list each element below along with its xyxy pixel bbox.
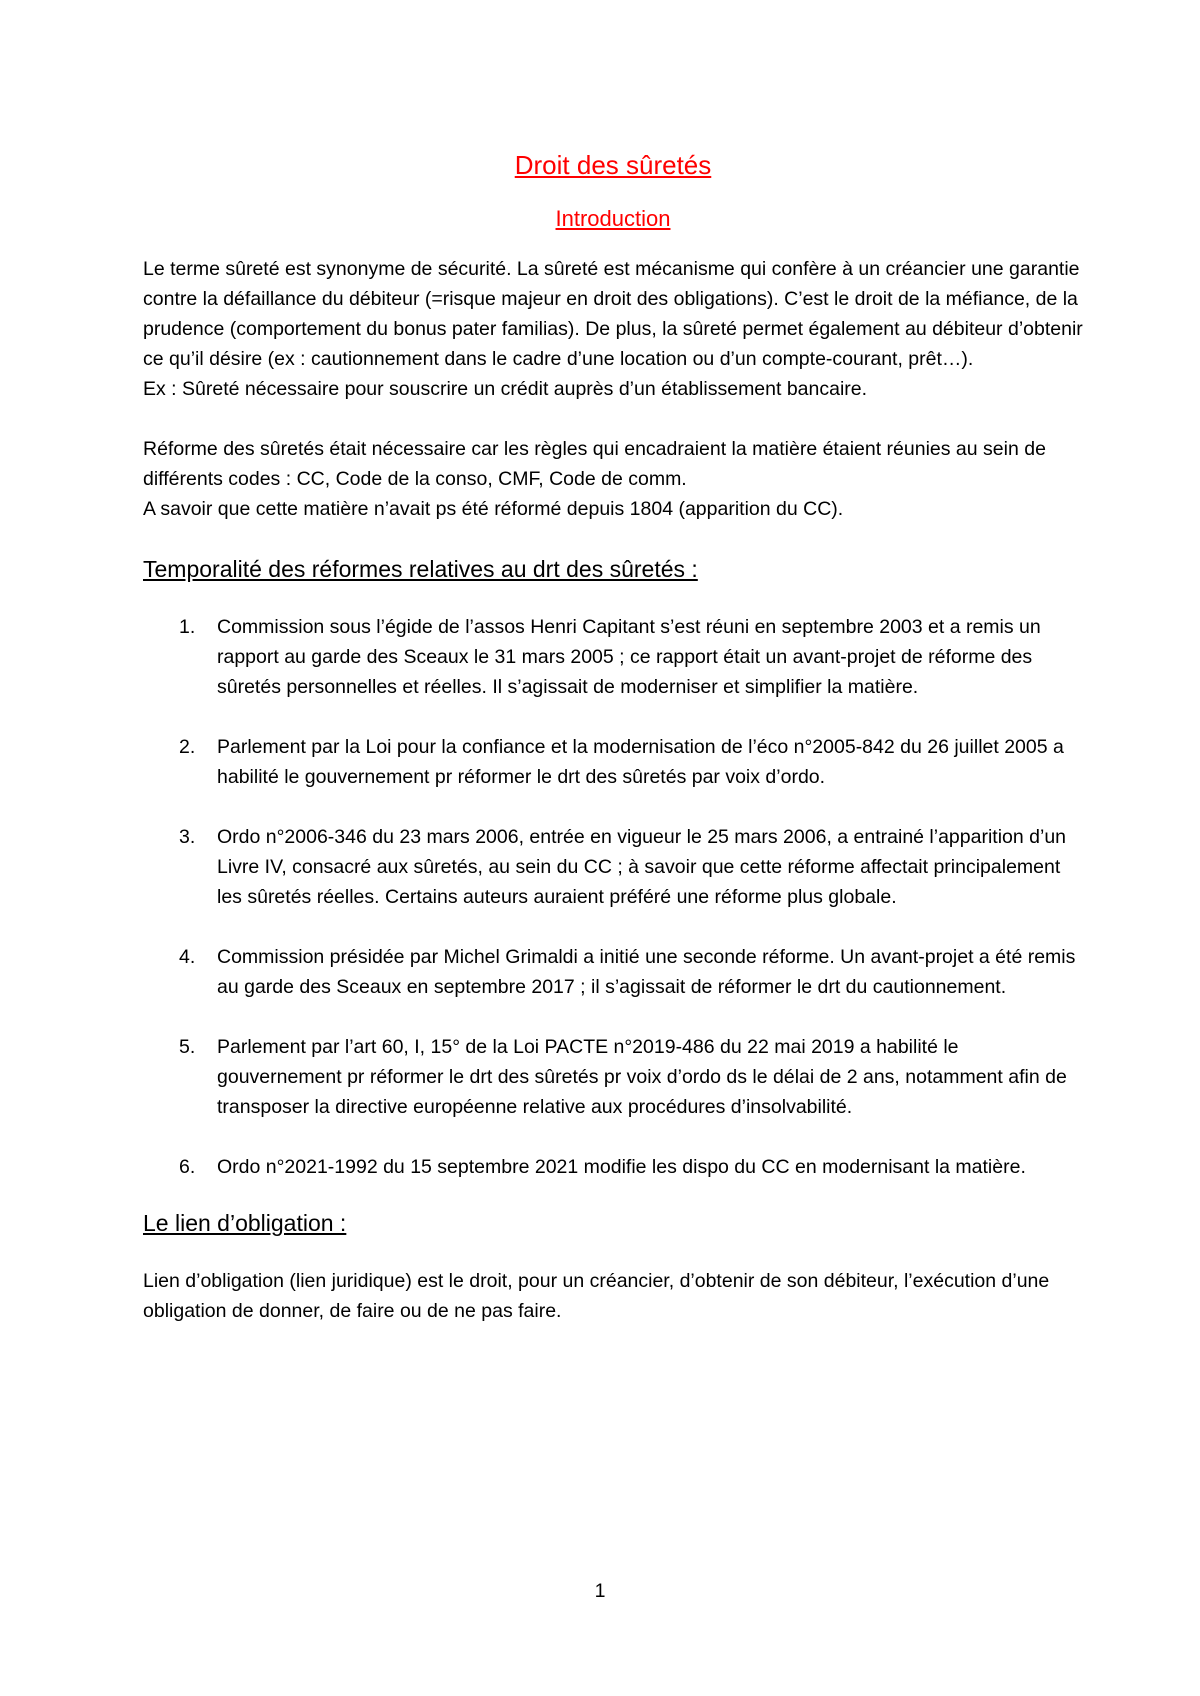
list-item <box>143 942 1083 1002</box>
intro-example: Ex : Sûreté nécessaire pour souscrire un crédit auprès d’un établissement bancaire. <box>143 378 868 400</box>
intro-block <box>143 254 1083 404</box>
list-item-text: Parlement par la Loi pour la confiance et la modernisation de l’éco n°2005-842 du 26 juillet 2005 a habilité le gouvernement pr réformer le drt des sûretés par voix d’ordo. <box>217 736 1064 788</box>
list-item-number: 4. <box>179 946 196 968</box>
lien-obligation-paragraph: Lien d’obligation (lien juridique) est le droit, pour un créancier, d’obtenir de son débiteur, l’exécution d’une obligation de donner, de faire ou de ne pas faire. <box>143 1270 1050 1322</box>
list-item-number: 6. <box>179 1156 196 1178</box>
list-item <box>143 822 1083 912</box>
section-heading-lien-obligation: Le lien d’obligation : <box>143 1210 347 1236</box>
list-item-number: 3. <box>179 826 196 848</box>
list-item-text: Parlement par l’art 60, I, 15° de la Loi PACTE n°2019-486 du 22 mai 2019 a habilité le gouvernement pr réformer le drt des sûretés pr voix d’ordo ds le délai de 2 ans, notamment afin de transposer la directive européenne relative aux procédures d’insolvabilité. <box>217 1036 1067 1118</box>
list-item <box>143 1032 1083 1122</box>
reform-block <box>143 434 1083 524</box>
page-content <box>143 148 1083 1326</box>
list-item-text: Commission sous l’égide de l’assos Henri Capitant s’est réuni en septembre 2003 et a remis un rapport au garde des Sceaux le 31 mars 2005 ; ce rapport était un avant-projet de réforme des sûretés personnelles et réelles. Il s’agissait de moderniser et simplifier la matière. <box>217 616 1041 698</box>
reform-note: A savoir que cette matière n’avait ps été réformé depuis 1804 (apparition du CC). <box>143 498 844 520</box>
list-item-number: 1. <box>179 616 196 638</box>
list-item <box>143 732 1083 792</box>
list-item <box>143 612 1083 702</box>
list-item-number: 2. <box>179 736 196 758</box>
list-item-number: 5. <box>179 1036 196 1058</box>
introduction-heading: Introduction <box>555 206 671 231</box>
list-item-text: Commission présidée par Michel Grimaldi a initié une seconde réforme. Un avant-projet a été remis au garde des Sceaux en septembre 2017 ; il s’agissait de réformer le drt du cautionnement. <box>217 946 1076 998</box>
page-number: 1 <box>594 1580 606 1602</box>
document-title: Droit des sûretés <box>514 150 712 180</box>
section-heading-temporalite: Temporalité des réformes relatives au drt des sûretés : <box>143 556 698 582</box>
list-item-text: Ordo n°2021-1992 du 15 septembre 2021 modifie les dispo du CC en modernisant la matière. <box>217 1156 1026 1178</box>
list-item-text: Ordo n°2006-346 du 23 mars 2006, entrée en vigueur le 25 mars 2006, a entrainé l’apparition d’un Livre IV, consacré aux sûretés, au sein du CC ; à savoir que cette réforme affectait principalement les sûretés réelles. Certains auteurs auraient préféré une réforme plus globale. <box>217 826 1067 908</box>
intro-paragraph: Le terme sûreté est synonyme de sécurité. La sûreté est mécanisme qui confère à un créancier une garantie contre la défaillance du débiteur (=risque majeur en droit des obligations). C’est le droit de la méfiance, de la prudence (comportement du bonus pater familias). De plus, la sûreté permet également au débiteur d’obtenir ce qu’il désire (ex : cautionnement dans le cadre d’une location ou d’un compte-courant, prêt…). <box>143 258 1083 370</box>
list-item <box>143 1152 1083 1182</box>
reform-timeline-list <box>143 612 1083 1182</box>
reform-paragraph: Réforme des sûretés était nécessaire car les règles qui encadraient la matière étaient réunies au sein de différents codes : CC, Code de la conso, CMF, Code de comm. <box>143 438 1046 490</box>
